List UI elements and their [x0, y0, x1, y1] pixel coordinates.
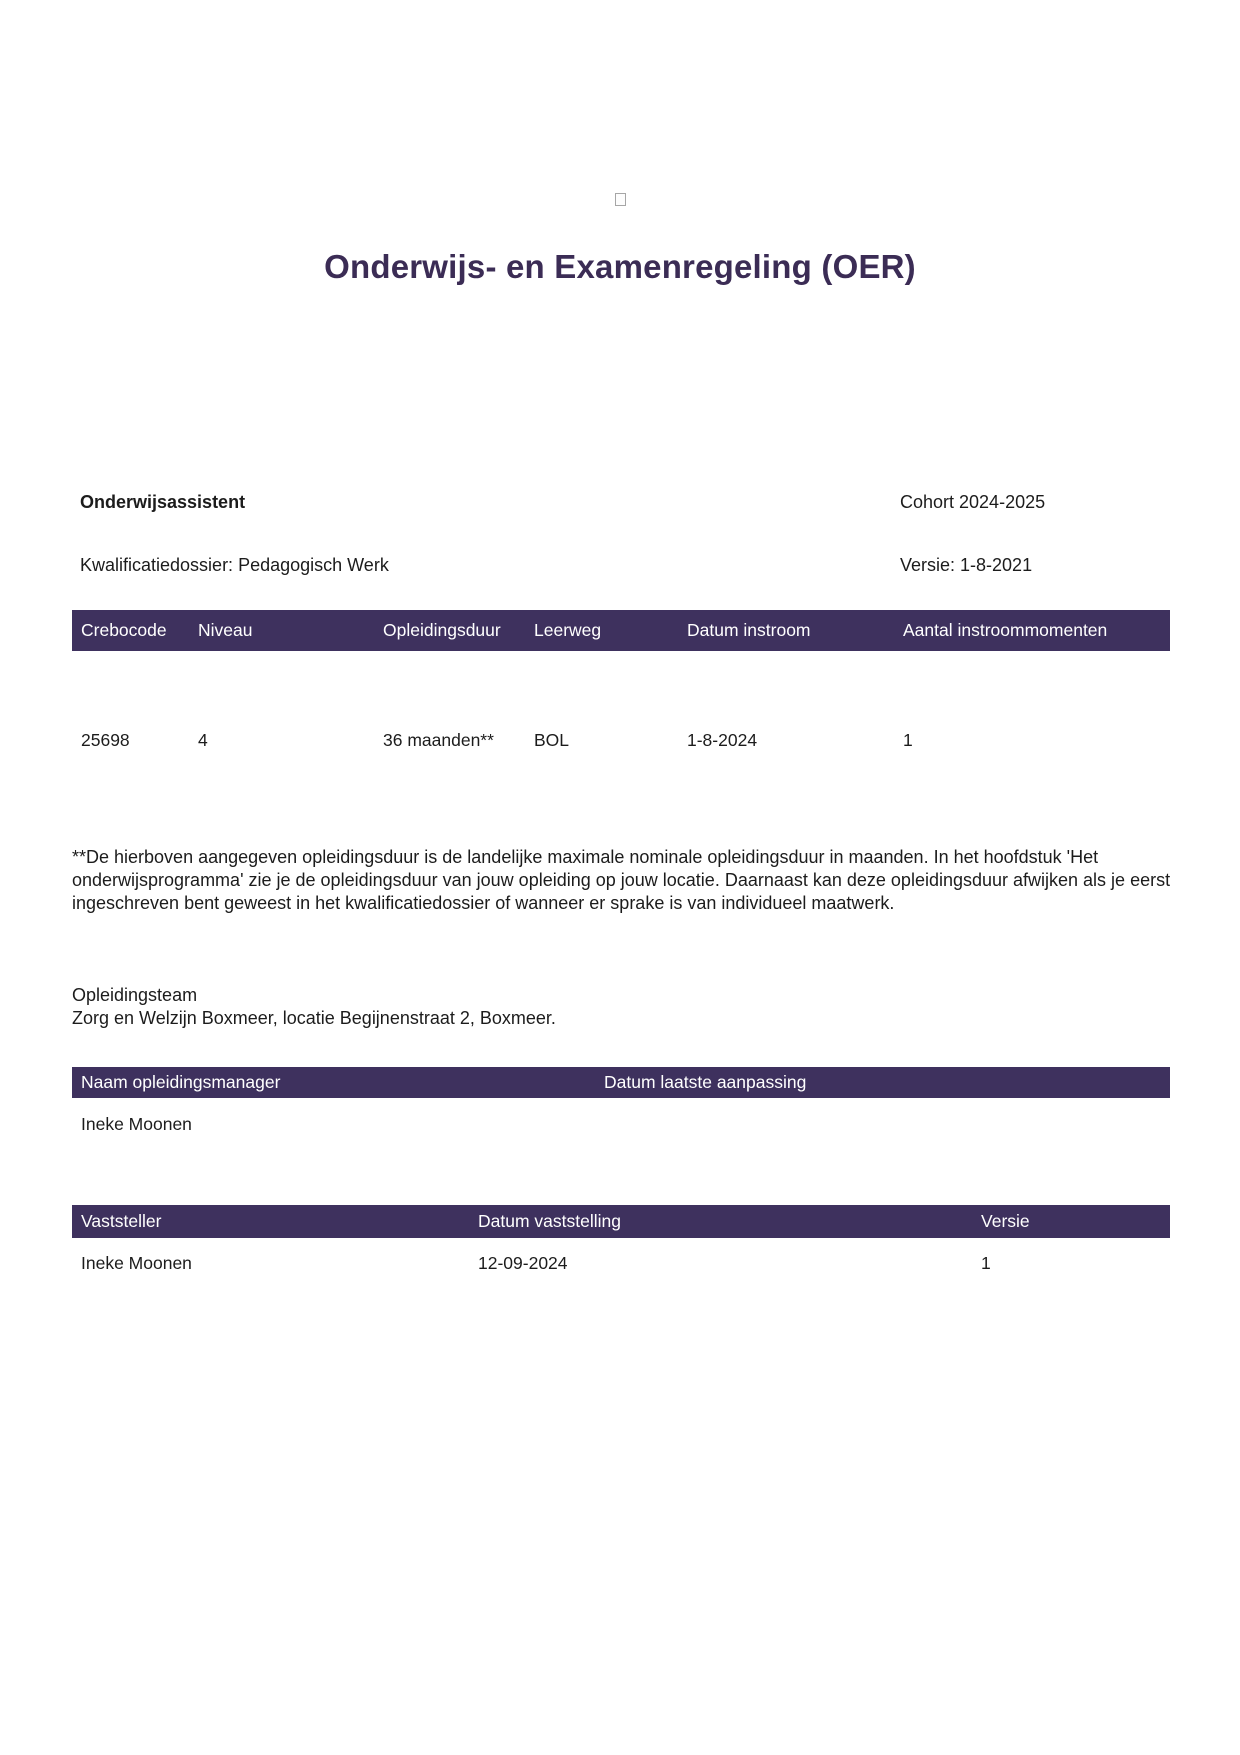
header-leerweg: Leerweg — [534, 620, 602, 640]
header-opleidingsduur: Opleidingsduur — [383, 620, 501, 640]
cell-leerweg: BOL — [534, 729, 570, 750]
program-name: Onderwijsassistent — [80, 492, 246, 512]
header-naam-opleidingsmanager: Naam opleidingsmanager — [81, 1072, 281, 1092]
header-niveau: Niveau — [198, 620, 253, 640]
cell-aantal-instroommomenten: 1 — [903, 729, 913, 750]
cell-datum-instroom: 1-8-2024 — [687, 729, 758, 750]
program-table — [72, 610, 1170, 829]
program-table-header — [72, 610, 1170, 651]
cell-vaststeller: Ineke Moonen — [81, 1252, 192, 1273]
cell-opleidingsmanager: Ineke Moonen — [81, 1113, 192, 1134]
meta-row-dossier — [0, 555, 1240, 579]
header-aantal-instroommomenten: Aantal instroommomenten — [903, 620, 1108, 640]
cohort-label: Cohort 2024-2025 — [900, 492, 1046, 512]
broken-image-icon — [615, 193, 626, 206]
cell-opleidingsduur: 36 maanden** — [383, 729, 494, 750]
approval-table-header — [72, 1205, 1170, 1238]
meta-row-program — [0, 492, 1240, 516]
approval-table — [72, 1205, 1170, 1288]
cell-niveau: 4 — [198, 729, 208, 750]
cell-versie: 1 — [981, 1252, 991, 1273]
header-versie: Versie — [981, 1211, 1030, 1231]
duration-note: **De hierboven aangegeven opleidingsduur is de landelijke maximale nominale opleidingsduur in maanden. In het hoofdstuk 'Het onderwijsprogramma' zie je de opleidingsduur van jouw opleiding op jouw locatie. Daarnaast kan deze opleidingsduur afwijken als je eerst ingeschreven bent geweest in het kwalificatiedossier of wanneer er sprake is van individueel maatwerk. — [72, 847, 1171, 913]
cell-datum-vaststelling: 12-09-2024 — [478, 1252, 568, 1273]
table-row — [72, 1238, 1170, 1288]
table-row — [72, 1098, 1170, 1150]
kwalificatiedossier-label: Kwalificatiedossier: Pedagogisch Werk — [80, 555, 389, 575]
cell-crebocode: 25698 — [81, 729, 130, 750]
header-crebocode: Crebocode — [81, 620, 167, 640]
manager-table — [72, 1067, 1170, 1150]
manager-table-header — [72, 1067, 1170, 1098]
versie-label: Versie: 1-8-2021 — [900, 555, 1033, 575]
header-datum-vaststelling: Datum vaststelling — [478, 1211, 621, 1231]
page-title: Onderwijs- en Examenregeling (OER) — [324, 248, 916, 285]
opleidingsteam-location: Zorg en Welzijn Boxmeer, locatie Begijnenstraat 2, Boxmeer. — [72, 1008, 556, 1028]
header-datum-instroom: Datum instroom — [687, 620, 811, 640]
opleidingsteam-label: Opleidingsteam — [72, 985, 198, 1005]
header-vaststeller: Vaststeller — [81, 1211, 162, 1231]
opleidingsteam-block — [72, 984, 1172, 1030]
header-datum-laatste-aanpassing: Datum laatste aanpassing — [604, 1072, 807, 1092]
table-row — [72, 651, 1170, 829]
